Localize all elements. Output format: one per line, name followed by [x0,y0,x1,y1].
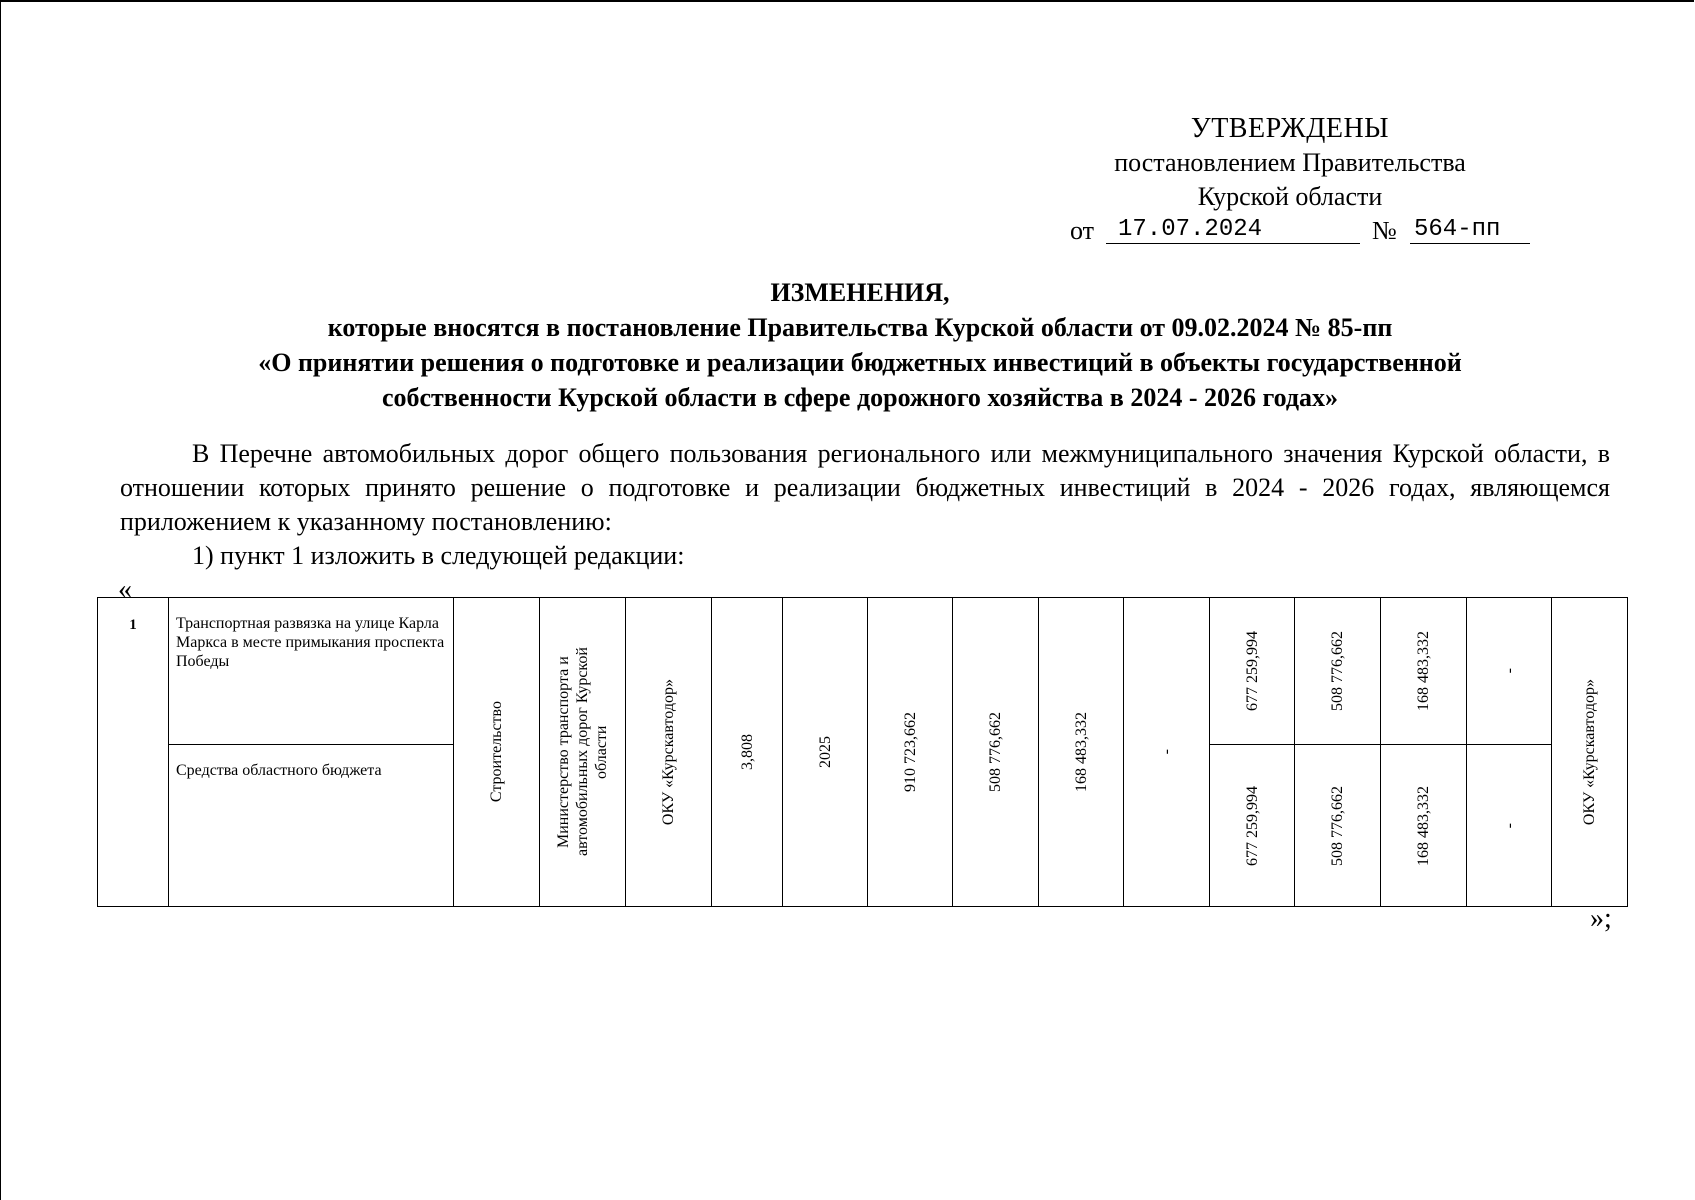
bottom-value-cell [1381,745,1467,907]
bottom-value-4: - [1500,822,1518,829]
amendment-item: 1) пункт 1 изложить в следующей редакции: [192,541,685,570]
approval-block [1060,112,1520,250]
recipient-cell [1552,598,1628,907]
top-value-cell [1210,598,1295,745]
investment-table [97,597,1628,907]
total-cost: 910 723,662 [901,712,919,792]
closing-quote: »; [1590,903,1612,934]
bottom-value-1: 677 259,994 [1243,785,1261,866]
approval-line-1: постановлением Правительства [1114,148,1466,177]
title-line-1: ИЗМЕНЕНИЯ, [770,278,950,307]
top-value-2: 508 776,662 [1329,631,1346,711]
top-value-4: - [1500,668,1518,674]
bottom-value-cell [1467,745,1552,907]
col-9-cell [953,598,1039,907]
title-line-3: «О принятии решения о подготовке и реализации бюджетных инвестиций в объекты государственной [258,348,1462,377]
number-label: № [1372,216,1397,245]
bottom-value-cell [1210,745,1295,907]
top-value-cell [1381,598,1467,745]
body-text [120,437,1610,573]
total-cost-cell [868,598,953,907]
funding-source: Средства областного бюджета [169,745,454,907]
approval-number: 564-пп [1410,214,1530,244]
capacity: 3,808 [738,734,756,770]
developer-cell [626,598,712,907]
title-line-2: которые вносятся в постановление Правительства Курской области от 09.02.2024 № 85-пп [327,313,1393,342]
object-name: Транспортная развязка на улице Карла Маркса в месте примыкания проспекта Победы [169,598,454,745]
top-value-cell [1467,598,1552,745]
col-10-cell [1039,598,1124,907]
document-title [120,275,1600,415]
bottom-value-cell [1295,745,1381,907]
title-line-4: собственности Курской области в сфере дорожного хозяйства в 2024 - 2026 годах» [381,383,1339,412]
bottom-value-3: 168 483,332 [1415,785,1432,866]
recipient: ОКУ «Курскавтодор» [1581,678,1598,826]
capacity-cell [712,598,783,907]
date-label: от [1070,216,1095,245]
approval-dateline [1070,214,1520,250]
top-value-1: 677 259,994 [1243,631,1261,711]
customer-cell [540,598,626,907]
col-11-value: - [1158,749,1175,755]
table-row [98,598,1628,745]
year-cell [783,598,868,907]
approval-stamp: УТВЕРЖДЕНЫ [1190,113,1390,144]
intro-paragraph: В Перечне автомобильных дорог общего пользования регионального или межмуниципального значения Курской области, в отношении которых принято решение о подготовке и реализации бюджетных инвестиций в 2024 - 2026 годах, являющемся приложением к указанному постановлению: [120,439,1610,536]
col-10-value: 168 483,332 [1072,712,1090,792]
opening-quote: « [118,574,132,605]
top-value-3: 168 483,332 [1415,631,1432,711]
developer: ОКУ «Курскавтодор» [660,678,677,826]
approval-line-2: Курской области [1197,182,1383,211]
customer: Министерство транспорта и автомобильных дорог Курской области [555,647,610,857]
col-9-value: 508 776,662 [987,712,1004,792]
work-type: Строительство [488,701,505,803]
commissioning-year: 2025 [816,736,834,768]
row-number: 1 [98,598,169,907]
top-value-cell [1295,598,1381,745]
approval-date: 17.07.2024 [1106,214,1360,244]
col-11-cell [1124,598,1210,907]
work-type-cell [454,598,540,907]
bottom-value-2: 508 776,662 [1329,785,1346,866]
